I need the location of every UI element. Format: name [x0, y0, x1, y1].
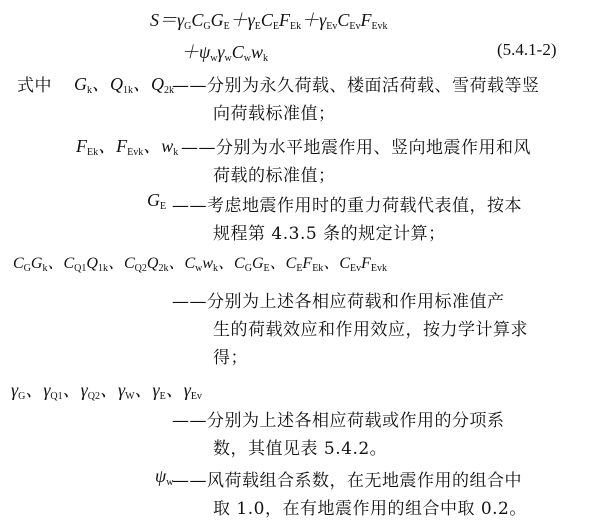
def-2-symbols: $F_{Ek}$、$F_{Evk}$、$w_k$ — [76, 136, 179, 158]
formula-line-1: $S=\gamma_GC_GG_E+\gamma_EC_EF_{Ek}+\gamma_{Ev}C_{Ev}F_{Evk}$ — [150, 10, 388, 32]
def-1-desc-2: 向荷载标准值； — [213, 104, 336, 124]
def-2-desc-1: ——分别为水平地震作用、竖向地震作用和风 — [181, 138, 531, 158]
def-6-symbols: $\psi_w$ — [155, 466, 174, 488]
where-label: 式中 — [17, 76, 52, 96]
def-3-desc-2: 规程第 4.3.5 条的规定计算； — [213, 224, 446, 244]
def-3-desc-1: ——考虑地震作用时的重力荷载代表值，按本 — [172, 196, 522, 216]
def-1-desc-1: ——分别为永久荷载、楼面活荷载、雪荷载等竖 — [172, 76, 540, 96]
def-5-desc-1: ——分别为上述各相应荷载或作用的分项系 — [172, 411, 505, 431]
def-4-desc-1: ——分别为上述各相应荷载和作用标准值产 — [172, 292, 505, 312]
def-4-desc-2: 生的荷载效应和作用效应，按力学计算求 — [213, 320, 528, 340]
def-2-desc-2: 荷载的标准值； — [213, 166, 336, 186]
def-6-desc-2: 取 1.0，在有地震作用的组合中取 0.2。 — [213, 499, 527, 519]
def-5-desc-2: 数，其值见表 5.4.2。 — [213, 439, 388, 459]
formula-line-2: $+\psi_w\gamma_wC_ww_k$ — [181, 42, 269, 64]
def-4-desc-3: 得； — [213, 348, 248, 368]
def-3-symbols: $G_E$ — [147, 190, 167, 212]
def-6-desc-1: ——风荷载组合系数，在无地震作用的组合中 — [172, 471, 522, 491]
def-4-symbols: $C_GG_k$、$C_{Q1}Q_{1k}$、$C_{Q2}Q_{2k}$、$C_ww_k$、$C_GG_E$、$C_EF_{Ek}$、$C_{Ev}F_{Evk}$ — [13, 255, 387, 274]
def-5-symbols: $\gamma_G$、$\gamma_{Q1}$、$\gamma_{Q2}$、$\gamma_W$、$\gamma_E$、$\gamma_{Ev}$ — [11, 380, 202, 402]
def-1-symbols: $G_k$、$Q_{1k}$、$Q_{2k}$ — [74, 74, 174, 96]
equation-number: (5.4.1-2) — [497, 40, 557, 59]
